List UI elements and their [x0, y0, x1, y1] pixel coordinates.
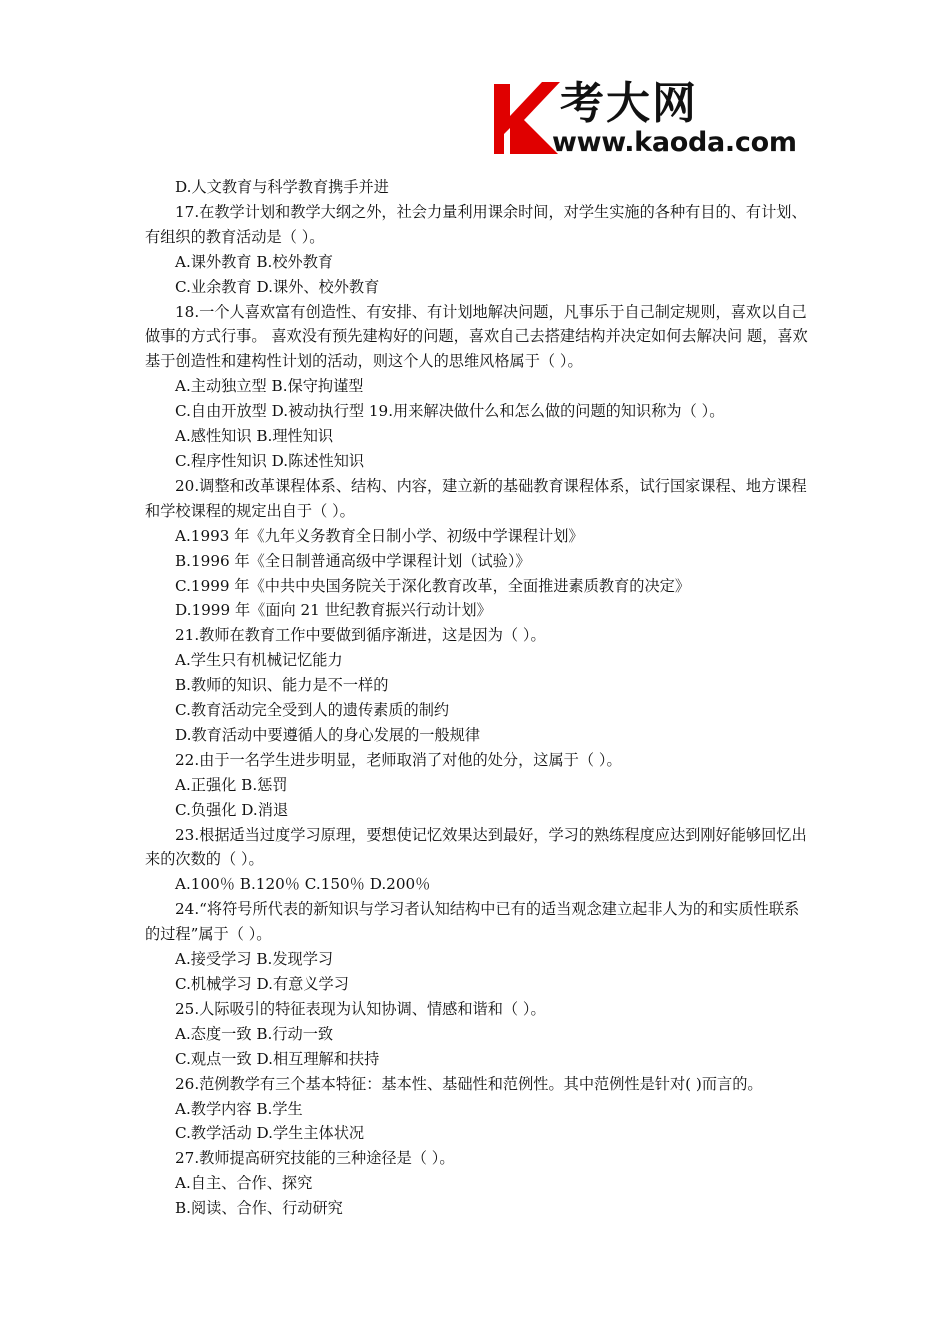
options-line: D.教育活动中要遵循人的身心发展的一般规律 [175, 725, 481, 744]
question-25: 25.人际吸引的特征表现为认知协调、情感和谐和（ ）。 [175, 999, 546, 1018]
options-line: A.接受学习 B.发现学习 [175, 950, 334, 969]
options-line: C.教育活动完全受到人的遗传素质的制约 [175, 701, 450, 720]
options-line: C.1999 年《中共中央国务院关于深化教育改革，全面推进素质教育的决定》 [175, 576, 691, 595]
options-line: A.学生只有机械记忆能力 [175, 651, 343, 670]
text-line: D.人文教育与科学教育携手并进 [175, 178, 389, 196]
exam-text [145, 175, 810, 1221]
options-line: C.负强化 D.消退 [175, 800, 289, 819]
options-line: C.教学活动 D.学生主体状况 [175, 1124, 365, 1143]
options-line: B.阅读、合作、行动研究 [175, 1199, 343, 1218]
question-24: 24.“将符号所代表的新知识与学习者认知结构中已有的适当观念建立起非人为的和实质性联系的过程”属于（ ）。 [145, 900, 800, 944]
options-line: A.1993 年《九年义务教育全日制小学、初级中学课程计划》 [175, 526, 584, 545]
question-17: 17.在教学计划和教学大纲之外，社会力量利用课余时间，对学生实施的各种有目的、有计划、有组织的教育活动是（ ）。 [145, 202, 807, 246]
question-27: 27.教师提高研究技能的三种途径是（ ）。 [175, 1149, 455, 1168]
options-line: A.自主、合作、探究 [175, 1174, 313, 1193]
question-20: 20.调整和改革课程体系、结构、内容，建立新的基础教育课程体系，试行国家课程、地方课程和学校课程的规定出自于（ ）。 [145, 476, 807, 520]
options-line: C.程序性知识 D.陈述性知识 [175, 451, 365, 470]
question-21: 21.教师在教育工作中要做到循序渐进，这是因为（ ）。 [175, 626, 546, 645]
kaoda-logo [490, 78, 810, 160]
options-line: B.1996 年《全日制普通高级中学课程计划（试验）》 [175, 551, 531, 570]
logo-chinese-text: 考大网 [560, 78, 698, 129]
question-23: 23.根据适当过度学习原理，要想使记忆效果达到最好，学习的熟练程度应达到刚好能够回忆出来的次数的（ ）。 [145, 825, 807, 869]
options-line: A.教学内容 B.学生 [175, 1099, 303, 1118]
options-line: A.正强化 B.惩罚 [175, 775, 288, 794]
options-line: C.机械学习 D.有意义学习 [175, 975, 349, 993]
options-line: A.100％ B.120％ C.150％ D.200％ [175, 875, 431, 894]
options-line: C.自由开放型 D.被动执行型 19.用来解决做什么和怎么做的问题的知识称为（ ）。 [175, 402, 725, 421]
options-line: C.观点一致 D.相互理解和扶持 [175, 1049, 380, 1068]
options-line: B.教师的知识、能力是不一样的 [175, 676, 389, 695]
question-18: 18.一个人喜欢富有创造性、有安排、有计划地解决问题，凡事乐于自己制定规则，喜欢以自己做事的方式行事。 喜欢没有预先建构好的问题，喜欢自己去搭建结构并决定如何去解决问 题，喜欢基于创造性和建构性计划的活动，则这个人的思维风格属于（ ）。 [145, 302, 808, 371]
options-line: C.业余教育 D.课外、校外教育 [175, 277, 380, 296]
options-line: A.感性知识 B.理性知识 [175, 427, 334, 446]
logo-url-text: www.kaoda.com [552, 127, 797, 158]
question-26: 26.范例教学有三个基本特征：基本性、基础性和范例性。其中范例性是针对( )而言的。 [175, 1074, 763, 1093]
options-line: D.1999 年《面向 21 世纪教育振兴行动计划》 [175, 601, 492, 620]
question-22: 22.由于一名学生进步明显，老师取消了对他的处分，这属于（ ）。 [175, 750, 622, 769]
options-line: A.课外教育 B.校外教育 [175, 252, 334, 271]
options-line: A.态度一致 B.行动一致 [175, 1024, 334, 1043]
options-line: A.主动独立型 B.保守拘谨型 [175, 377, 364, 396]
